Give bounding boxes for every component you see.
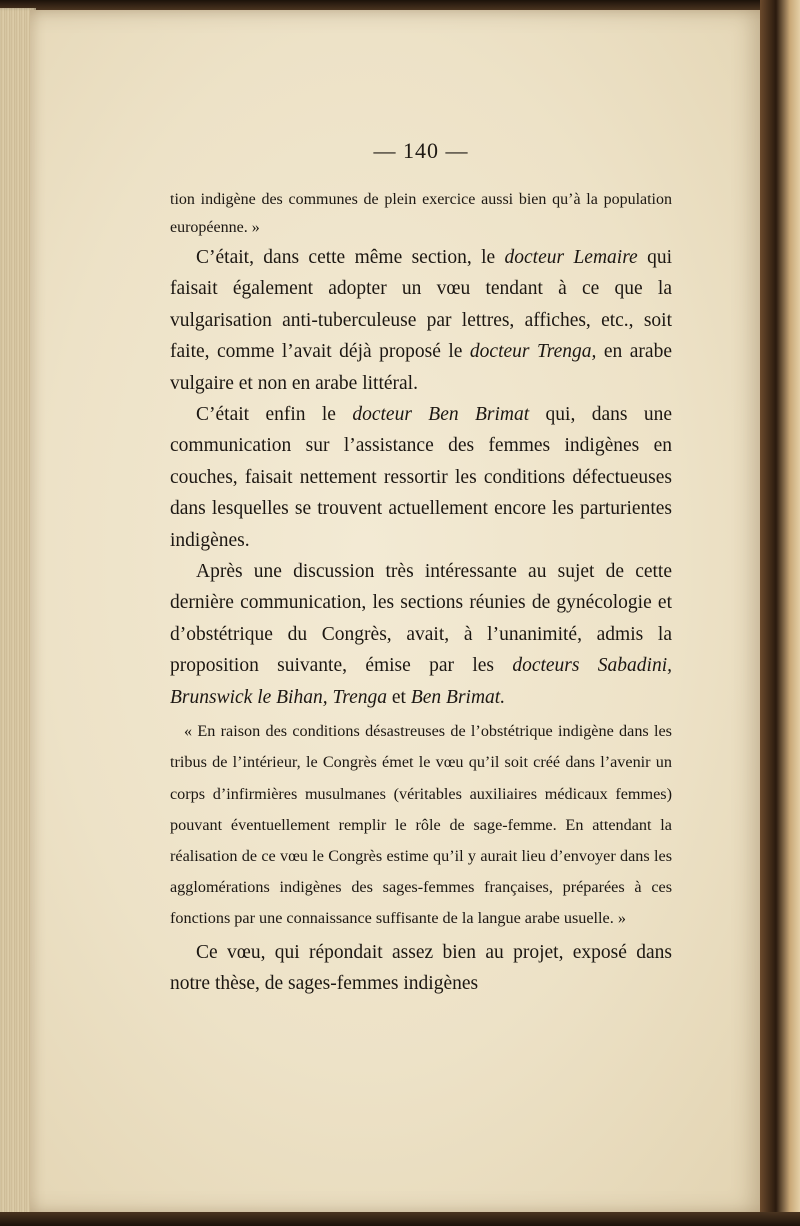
names-italic: docteurs Sabadini, Brunswick le Bihan, Trenga (170, 655, 672, 708)
top-edge (0, 0, 800, 10)
text-run: Ce vœu, qui répondait assez bien au projet, exposé dans notre thèse, de sages-femmes indigènes (170, 941, 672, 994)
paragraph-ben-brimat (170, 399, 672, 556)
name-italic: docteur Ben Brimat (352, 404, 530, 426)
text-run: C’était enfin le (196, 404, 353, 426)
name-italic: docteur Lemaire (504, 247, 638, 268)
paragraph-continuation (170, 186, 672, 242)
text-run: en arabe vulgaire et non en arabe littéral. (170, 341, 672, 394)
page-text (170, 138, 672, 999)
text-run: qui, dans une communication sur l’assistance des femmes indigènes en couches, faisait nettement ressortir les conditions défectueuses dans lesquelles se trouvent actuellement encore les parturientes indigènes. (170, 404, 672, 551)
paragraph-discussion (170, 556, 672, 713)
text-run: qui faisait également adopter un vœu tendant à ce que la vulgarisation anti-tuberculeuse par lettres, affiches, etc., soit faite, comme l’avait déjà proposé le (170, 247, 673, 363)
text-run: tion indigène des communes de plein exercice aussi bien qu’à la population européenne. » (170, 191, 672, 236)
bottom-edge (0, 1212, 800, 1226)
quoted-resolution: « En raison des conditions désastreuses de l’obstétrique indigène dans les tribus de l’intérieur, le Congrès émet le vœu qu’il soit créé dans l’avenir un corps d’infirmières musulmanes (véritables auxiliaires médicaux femmes) pouvant éventuellement remplir le rôle de sage-femme. En attendant la réalisation de ce vœu le Congrès estime qu’il y aurait lieu d’envoyer dans les agglomérations indigènes des sages-femmes françaises, préparées à ces fonctions par une connaissance suffisante de la langue arabe usuelle. » (170, 722, 672, 928)
text-run: Après une discussion très intéressante au sujet de cette dernière communication, les sections réunies de gynécologie et d’obstétrique du Congrès, avait, à l’unanimité, admis la proposition suivante, émise par les (170, 561, 672, 677)
name-italic: docteur Trenga, (469, 341, 597, 363)
text-run: et (387, 686, 411, 708)
page-number: — 140 — (373, 138, 469, 163)
name-italic: Ben Brimat. (410, 686, 506, 708)
paragraph-voeu (170, 937, 672, 1000)
paragraph-lemaire (170, 242, 672, 399)
text-run: C’était, dans cette même section, le (196, 247, 505, 268)
book-gutter (760, 0, 800, 1226)
